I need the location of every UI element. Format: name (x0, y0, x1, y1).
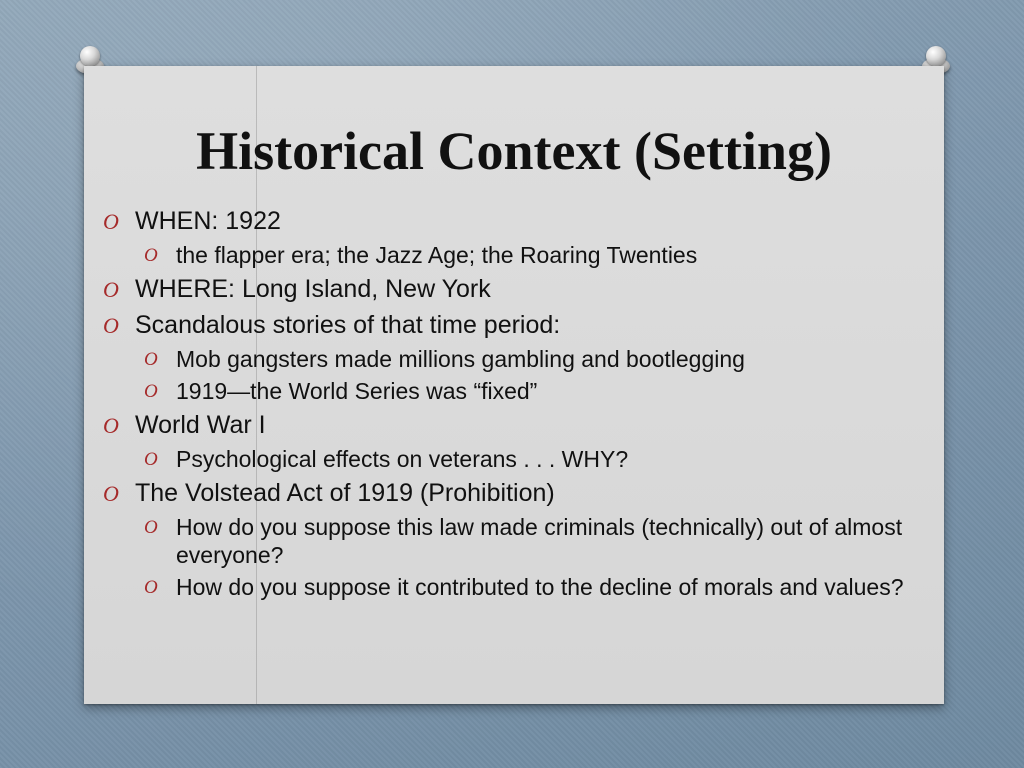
sub-bullet-item (100, 377, 920, 405)
bullet-text: Scandalous stories of that time period: (135, 311, 561, 339)
bullet-marker-icon: O (144, 245, 158, 266)
sub-bullet-item (100, 345, 920, 373)
bullet-marker-icon: O (144, 449, 158, 470)
bullet-item (100, 205, 920, 237)
bullet-marker-icon: O (103, 277, 119, 302)
bullet-text: The Volstead Act of 1919 (Prohibition) (135, 479, 555, 507)
bullet-text: How do you suppose it contributed to the decline of morals and values? (176, 574, 904, 600)
slide-title: Historical Context (Setting) (196, 121, 832, 181)
bullet-marker-icon: O (144, 381, 158, 402)
bullet-list (100, 205, 920, 601)
bullet-text: Psychological effects on veterans . . . WHY? (176, 446, 629, 472)
sub-bullet-item (100, 241, 920, 269)
bullet-text: WHEN: 1922 (135, 207, 281, 235)
bullet-text: Mob gangsters made millions gambling and bootlegging (176, 346, 745, 372)
bullet-text: World War I (135, 411, 266, 439)
bullet-text: 1919—the World Series was “fixed” (176, 378, 538, 404)
bullet-text: How do you suppose this law made criminals (technically) out of almost everyone? (176, 514, 903, 568)
bullet-item (100, 273, 920, 305)
bullet-marker-icon: O (103, 481, 119, 506)
bullet-marker-icon: O (103, 413, 119, 438)
bullet-text: WHERE: Long Island, New York (135, 275, 491, 303)
bullet-item (100, 409, 920, 441)
bullet-marker-icon: O (103, 209, 119, 234)
sub-bullet-item (100, 573, 920, 601)
sub-bullet-item (100, 513, 920, 569)
sub-bullet-item (100, 445, 920, 473)
bullet-item (100, 477, 920, 509)
bullet-marker-icon: O (144, 517, 158, 538)
bullet-marker-icon: O (103, 313, 119, 338)
bullet-text: the flapper era; the Jazz Age; the Roaring Twenties (176, 242, 698, 268)
bullet-marker-icon: O (144, 577, 158, 598)
bullet-item (100, 309, 920, 341)
bullet-marker-icon: O (144, 349, 158, 370)
